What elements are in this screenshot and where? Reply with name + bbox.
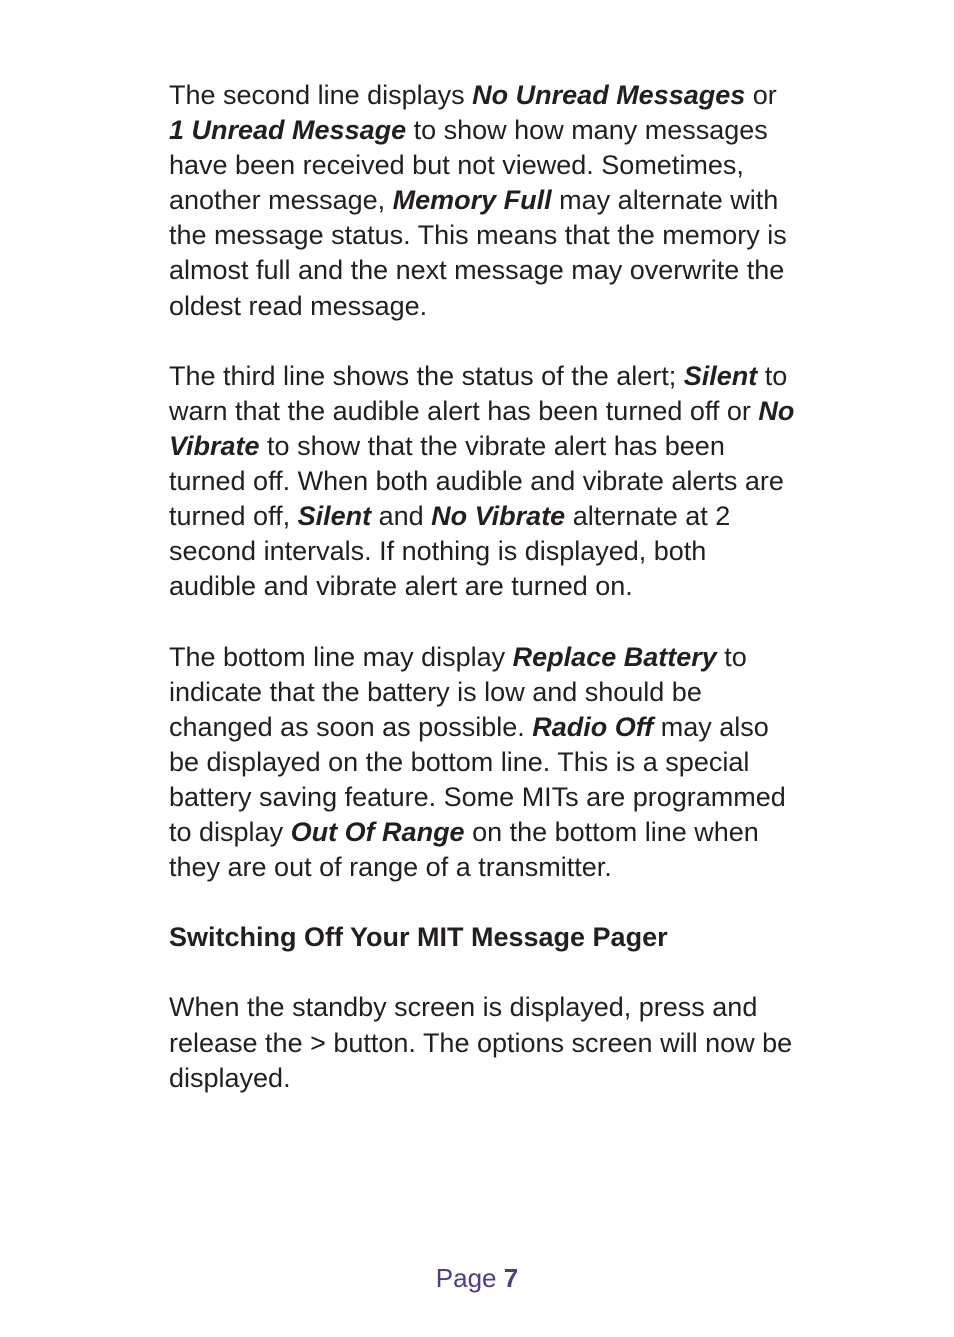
paragraph-bottom-line <box>169 640 799 886</box>
emphasized-term: Silent <box>297 501 372 532</box>
section-heading: Switching Off Your MIT Message Pager <box>169 922 668 953</box>
page-label: Page <box>435 1263 497 1293</box>
text-run: alternate at 2 second intervals. If nothing is displayed, both audible and vibrate alert are turned on. <box>169 501 731 602</box>
text-run: or <box>745 80 777 110</box>
emphasized-term: Out Of Range <box>290 816 465 847</box>
text-run: may also be displayed on the bottom line. This is a special battery saving feature. Some MITs are programmed to display <box>169 711 786 847</box>
text-run: to warn that the audible alert has been turned off or <box>169 360 788 426</box>
paragraph-switching-off: When the standby screen is displayed, press and release the > button. The options screen will now be displayed. <box>169 992 793 1093</box>
text-run: may alternate with the message status. This means that the memory is almost full and the next message may overwrite the oldest read message. <box>169 185 787 321</box>
emphasized-term: No Vibrate <box>431 501 566 532</box>
page-footer <box>0 1263 954 1294</box>
emphasized-term: Replace Battery <box>512 641 717 672</box>
emphasized-term: Silent <box>683 360 758 391</box>
emphasized-term: No Unread Messages <box>472 80 746 110</box>
emphasized-term: No Vibrate <box>169 395 795 461</box>
text-run: on the bottom line when they are out of range of a transmitter. <box>169 816 759 883</box>
paragraph-second-line <box>169 78 799 324</box>
emphasized-term: Radio Off <box>532 711 654 742</box>
paragraph-third-line <box>169 359 799 605</box>
text-run: to show how many messages have been received but not viewed. Sometimes, another message, <box>169 115 768 216</box>
page-number: 7 <box>503 1263 519 1293</box>
page-content <box>169 78 799 1131</box>
text-run: The second line displays <box>169 80 473 110</box>
text-run: to show that the vibrate alert has been turned off. When both audible and vibrate alerts are turned off, <box>169 430 784 532</box>
emphasized-term: 1 Unread Message <box>169 115 407 146</box>
text-run: The bottom line may display <box>169 641 513 672</box>
text-run: to indicate that the battery is low and should be changed as soon as possible. <box>169 641 747 742</box>
text-run: The third line shows the status of the alert; <box>169 360 684 391</box>
text-run: and <box>371 501 432 532</box>
emphasized-term: Memory Full <box>392 185 552 216</box>
